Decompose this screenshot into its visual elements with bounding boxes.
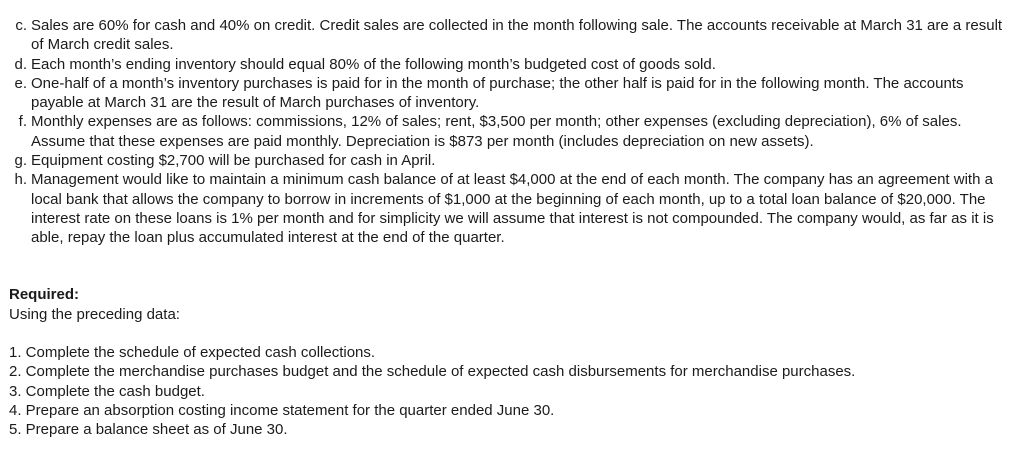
assumption-item-h bbox=[9, 170, 1015, 247]
item-marker: g. bbox=[14, 152, 27, 170]
item-marker: f. bbox=[18, 113, 27, 131]
assumption-item-e bbox=[9, 74, 1015, 113]
assumption-item-f bbox=[9, 112, 1015, 151]
task-item: 5. Prepare a balance sheet as of June 30. bbox=[9, 421, 288, 439]
assumption-item-g bbox=[9, 151, 1015, 170]
item-text: Equipment costing $2,700 will be purchased for cash in April. bbox=[31, 152, 436, 170]
item-marker: e. bbox=[14, 74, 27, 92]
required-tasks-list bbox=[9, 343, 1015, 439]
task-item: 2. Complete the merchandise purchases budget and the schedule of expected cash disbursements for merchandise purchases. bbox=[9, 363, 856, 381]
required-subtitle: Using the preceding data: bbox=[9, 305, 180, 323]
item-text: Monthly expenses are as follows: commissions, 12% of sales; rent, $3,500 per month; other expenses (excluding depreciation), 6% of sales. Assume that these expenses are paid monthly. Depreciation is $873 per month (includes depreciation on new assets). bbox=[31, 113, 962, 150]
assumption-item-d bbox=[9, 55, 1015, 74]
item-text: Each month’s ending inventory should equal 80% of the following month’s budgeted cost of goods sold. bbox=[31, 55, 716, 73]
item-marker: c. bbox=[15, 17, 27, 34]
item-text: Sales are 60% for cash and 40% on credit. Credit sales are collected in the month following sale. The accounts receivable at March 31 are a result of March credit sales. bbox=[31, 17, 1003, 54]
required-heading: Required: bbox=[9, 286, 80, 303]
assumptions-list bbox=[9, 16, 1015, 248]
item-marker: d. bbox=[14, 55, 27, 73]
task-item: 4. Prepare an absorption costing income statement for the quarter ended June 30. bbox=[9, 401, 555, 419]
required-section bbox=[9, 285, 1009, 324]
item-text: One-half of a month’s inventory purchases is paid for in the month of purchase; the other half is paid for in the following month. The accounts payable at March 31 are the result of March purchases of inventory. bbox=[31, 74, 964, 112]
task-item: 3. Complete the cash budget. bbox=[9, 382, 205, 400]
assumption-item-c bbox=[9, 16, 1015, 55]
item-marker: h. bbox=[14, 171, 27, 189]
task-item: 1. Complete the schedule of expected cash collections. bbox=[9, 344, 376, 361]
item-text: Management would like to maintain a minimum cash balance of at least $4,000 at the end of each month. The company has an agreement with a local bank that allows the company to borrow in increments of $1,000 at the beginning of each month, up to a total loan balance of $20,000. The interest rate on these loans is 1% per month and for simplicity we will assume that interest is not compounded. The company would, as far as it is able, repay the loan plus accumulated interest at the end of the quarter. bbox=[31, 171, 994, 247]
